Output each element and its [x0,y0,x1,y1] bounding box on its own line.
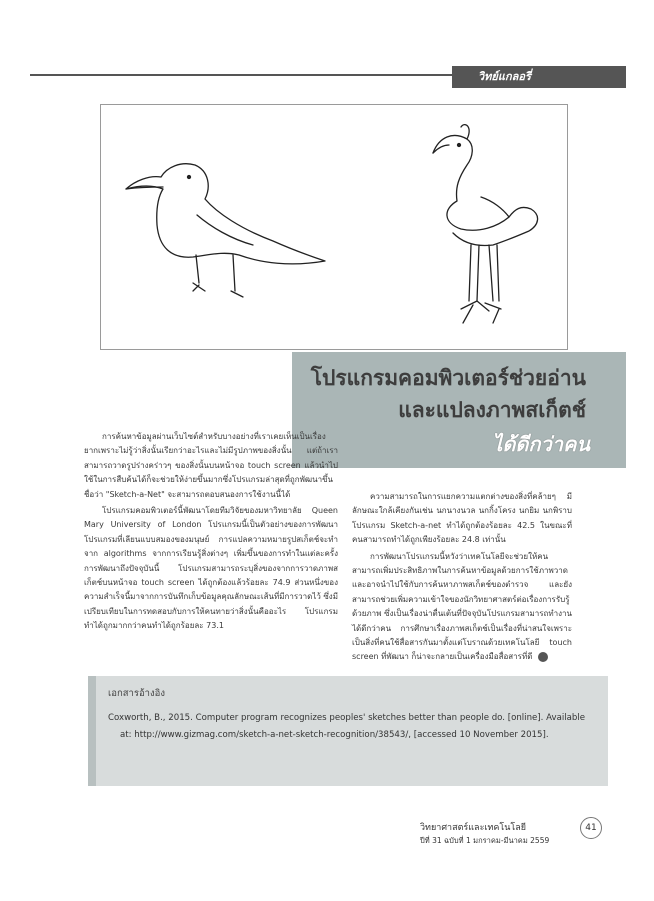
paragraph: ความสามารถในการแยกความแตกต่างของสิ่งที่คล้ายๆ มีลักษณะใกล้เคียงกันเช่น นกนางนวล นกกิ้งโครง นกยิม นกพิราบ โปรแกรม Sketch-a-net ทำได้ถูกต้องร้อยละ 42.5 ในขณะที่คนสามารถทำได้ถูกเพียงร้อยละ 24.8 เท่านั้น [352,492,572,545]
title-line-2: และแปลงภาพสเก็ตช์ [398,398,586,422]
seagull-sketch [126,164,325,297]
paragraph [352,550,572,665]
paragraph-text: การพัฒนาโปรแกรมนี้หวังว่าเทคโนโลยีจะช่วยให้คนสามารถเพิ่มประสิทธิภาพในการค้นหาข้อมูลด้วยการใช้ภาพวาด และอาจนำไปใช้กับการค้นหาภาพสเก็ตช์ของตำรวจ และยังสามารถช่วยเพิ่มความเข้าใจของนักวิทยาศาสตร์ต่อเรื่องการรับรู้ด้วยภาพ ซึ่งเป็นเรื่องน่าตื่นเต้นที่ปัจจุบันโปรแกรมสามารถทำงานได้ดีกว่าคน การศึกษาเรื่องภาพสเก็ตช์เป็นเรื่องที่น่าสนใจเพราะเป็นสิ่งที่คนใช้สื่อสารกันมาตั้งแต่โบราณด้วยเทคโนโลยี touch screen ที่พัฒนา ก็น่าจะกลายเป็นเครื่องมือสื่อสารที่ดี [352,551,572,662]
references-heading: เอกสารอ้างอิง [108,688,165,699]
article-column-left [84,430,338,636]
reference-entry [108,710,598,744]
title-line-1: โปรแกรมคอมพิวเตอร์ช่วยอ่าน [310,366,586,390]
title-panel [292,352,626,468]
end-mark-icon [538,652,548,662]
reference-line-1: Coxworth, B., 2015. Computer program recognizes peoples' sketches better than people do. [online]. Available [108,713,586,723]
references-box [96,676,608,786]
heron-sketch [433,125,538,323]
issue-info: ปีที่ 31 ฉบับที่ 1 มกราคม-มีนาคม 2559 [420,836,550,845]
article-column-right [352,490,572,667]
reference-line-2: at: http://www.gizmag.com/sketch-a-net-sketch-recognition/38543/, [accessed 10 November 2015]. [120,730,549,740]
journal-name: วิทยาศาสตร์และเทคโนโลยี [420,823,527,833]
page-number: 41 [580,817,602,839]
section-tab: วิทย์แกลอรี่ [452,66,626,88]
title-line-3: ได้ดีกว่าคน [492,432,590,456]
references-tab [88,676,96,786]
paragraph: โปรแกรมคอมพิวเตอร์นี้พัฒนาโดยทีมวิจัยของมหาวิทยาลัย Queen Mary University of London โปรแกรมนี้เป็นตัวอย่างของการพัฒนาโปรแกรมที่เลียนแบบสมองของมนุษย์ การแปลความหมายรูปสเก็ตช์จะทำจาก algorithms จากการเรียนรู้สิ่งต่างๆ เพิ่มขึ้นของการทำในแต่ละครั้ง การพัฒนาถึงปัจจุบันนี้ โปรแกรมสามารถระบุสิ่งของจากการวาดภาพสเก็ตช์บนหน้าจอ touch screen ได้ถูกต้องแล้วร้อยละ 74.9 ส่วนหนึ่งของความสำเร็จนี้มาจากการบันทึกเก็บข้อมูลคุณลักษณะเส้นที่มีการวาดไว้ ซึ่งมีเปรียบเทียบในการทดสอบกับการให้คนทายว่าสิ่งนั้นคืออะไร โปรแกรมทำได้ถูกมากกว่าคนทำได้ถูกร้อยละ 73.1 [84,506,338,631]
sketch-figure [100,104,568,350]
paragraph: การค้นหาข้อมูลผ่านเว็บไซต์สำหรับบางอย่างที่เราเคยเห็นเป็นเรื่องยากเพราะไม่รู้ว่าสิ่งนั้นเรียกว่าอะไรและไม่มีรูปภาพของสิ่งนั้น แต่ถ้าเราสามารถวาดรูปร่างคร่าวๆ ของสิ่งนั้นบนหน้าจอ touch screen แล้วนำไปใช้ในการสืบค้นได้ก็จะช่วยให้ง่ายขึ้นมากซึ่งโปรแกรมล่าสุดที่ถูกพัฒนาขึ้นชื่อว่า "Sketch-a-Net" จะสามารถตอบสนองการใช้งานนี้ได้ [84,432,338,499]
